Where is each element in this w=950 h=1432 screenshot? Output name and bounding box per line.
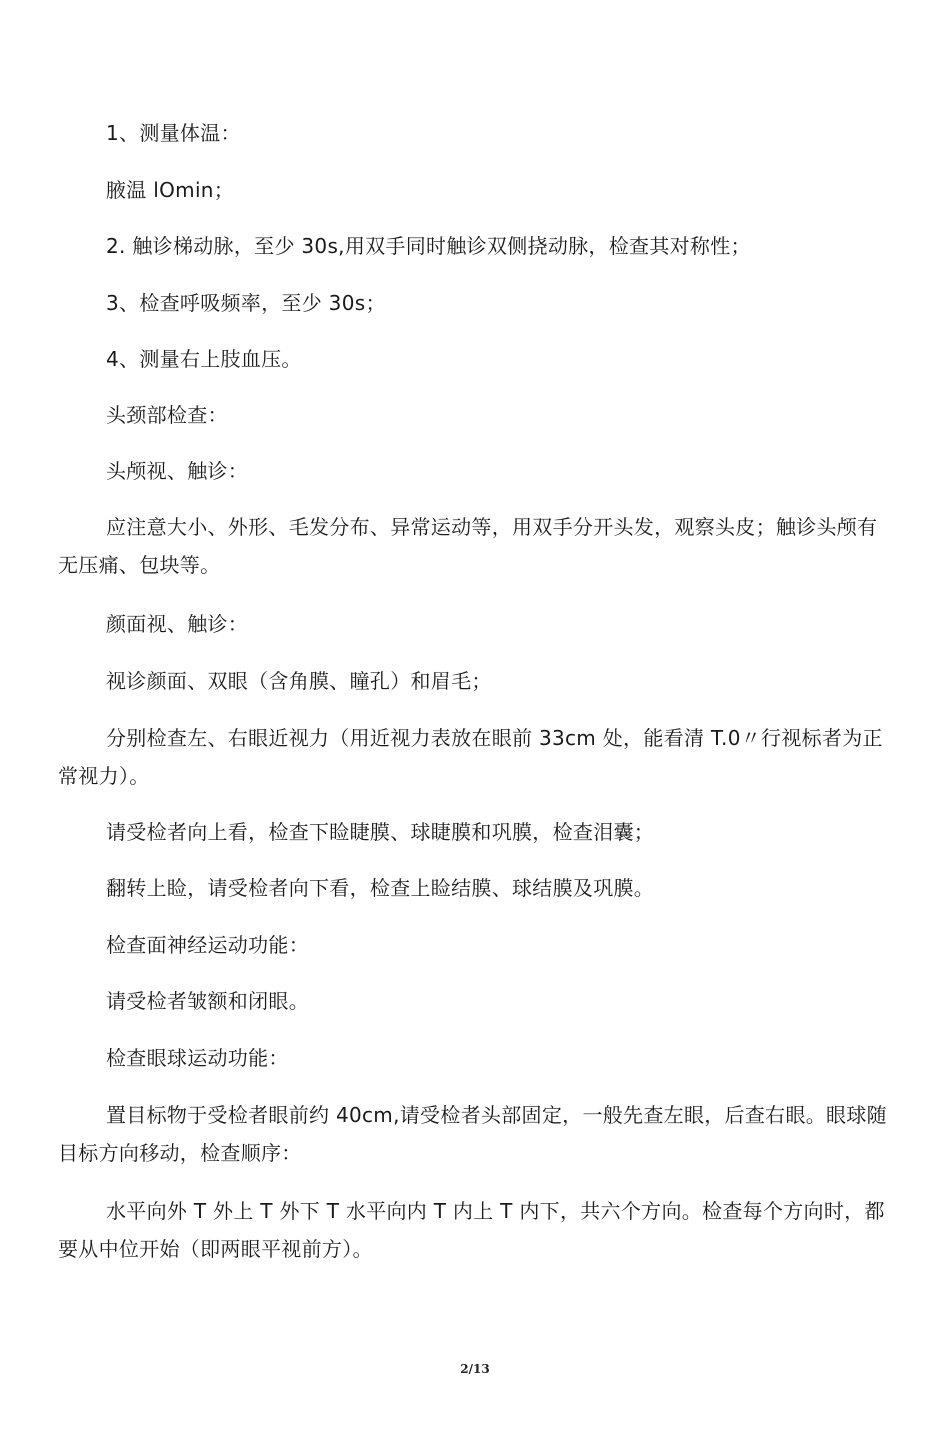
paragraph-blood-pressure: 4、测量右上肢血压。 [106, 347, 302, 371]
paragraph-palpate-pulse: 2. 触诊梯动脉，至少 30s,用双手同时触诊双侧挠动脉，检查其对称性； [106, 234, 751, 258]
paragraph-skull-details: 应注意大小、外形、毛发分布、异常运动等，用双手分开头发，观察头皮；触诊头颅有无压痛、包块等。 [58, 515, 878, 577]
paragraph-near-vision: 分别检查左、右眼近视力（用近视力表放在眼前 33cm 处，能看清 T.0〃行视标者为正常视力）。 [58, 726, 883, 788]
heading-skull-exam: 头颅视、触诊： [106, 459, 249, 483]
heading-eye-movement: 检查眼球运动功能： [106, 1046, 289, 1070]
paragraph-frown-close-eyes: 请受检者皱额和闭眼。 [106, 989, 309, 1013]
paragraph-evert-eyelid: 翻转上睑，请受检者向下看，检查上睑结膜、球结膜及巩膜。 [106, 876, 655, 900]
heading-head-neck-exam: 头颈部检查： [106, 403, 228, 427]
paragraph-six-directions: 水平向外 T 外上 T 外下 T 水平向内 T 内上 T 内下，共六个方向。检查每个方向时，都要从中位开始（即两眼平视前方）。 [58, 1199, 885, 1261]
paragraph-target-object: 置目标物于受检者眼前约 40cm,请受检者头部固定，一般先查左眼，后查右眼。眼球随目标方向移动，检查顺序： [58, 1103, 887, 1165]
heading-facial-nerve: 检查面神经运动功能： [106, 933, 309, 957]
paragraph-measure-temperature: 1、测量体温： [106, 121, 241, 145]
page-number: 2/13 [460, 1362, 490, 1376]
paragraph-respiration-rate: 3、检查呼吸频率，至少 30s； [106, 291, 386, 315]
paragraph-face-inspection: 视诊颜面、双眼（含角膜、瞳孔）和眉毛； [106, 669, 492, 693]
paragraph-look-up: 请受检者向上看，检查下睑睫膜、球睫膜和巩膜，检查泪囊； [106, 820, 655, 844]
paragraph-axillary-temperature: 腋温 lOmin； [106, 178, 235, 202]
heading-face-exam: 颜面视、触诊： [106, 612, 249, 636]
